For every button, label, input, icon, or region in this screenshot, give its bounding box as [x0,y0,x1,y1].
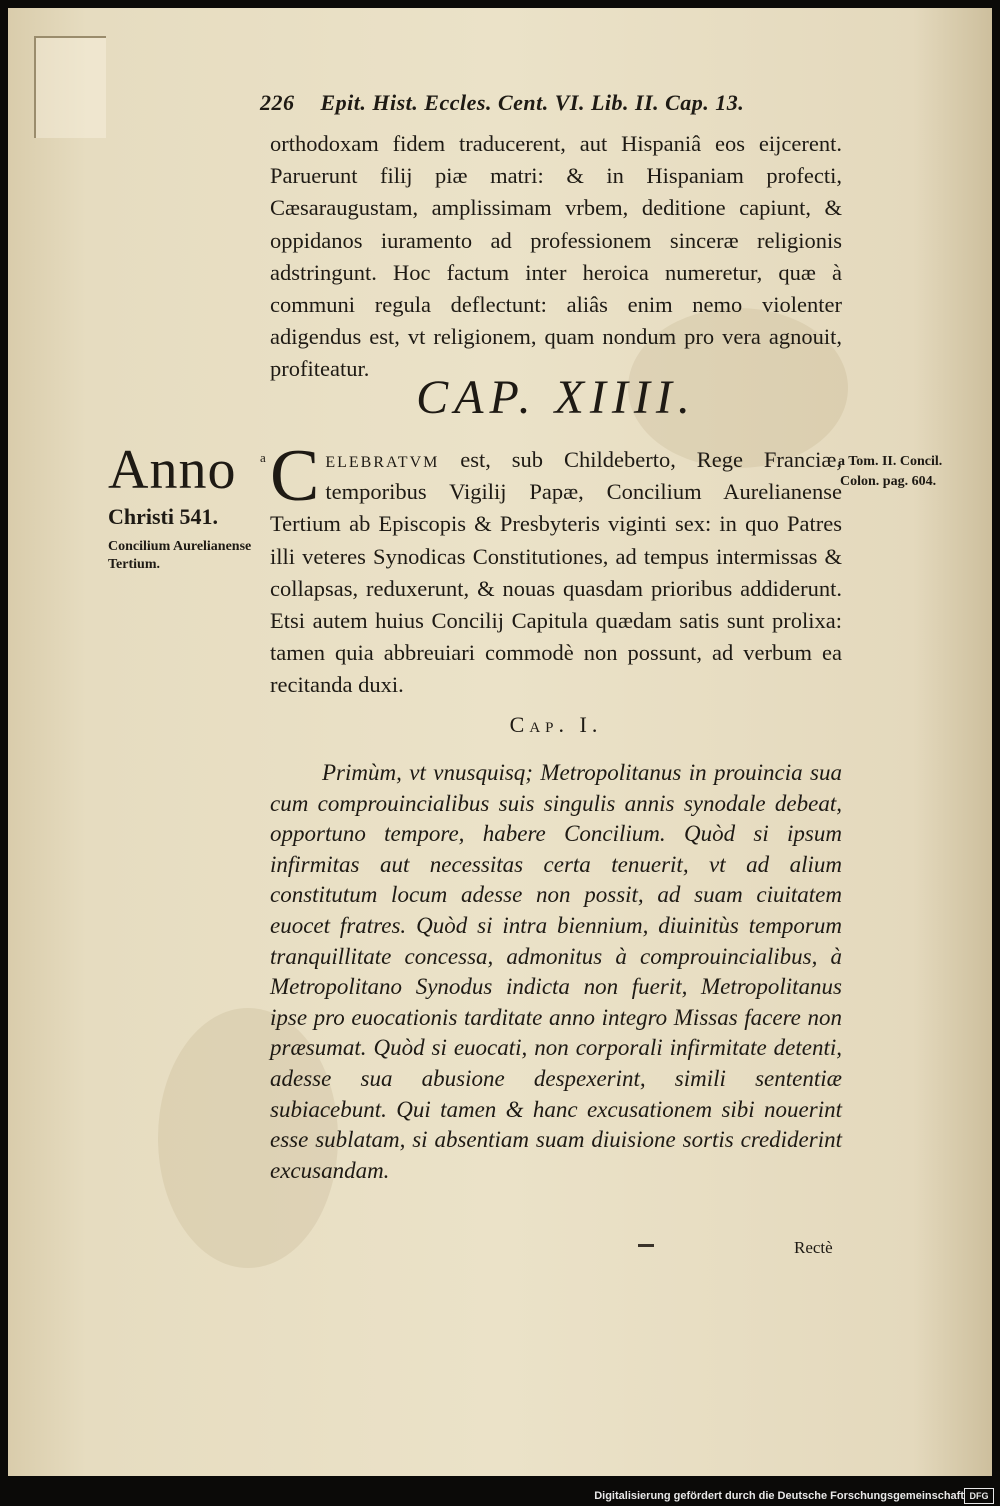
margin-note-left: Concilium Aurelianense Tertium. [108,539,252,572]
section-heading: Cap. I. [509,712,603,737]
paragraph-canon: Primùm, vt vnusquisq; Metropolitanus in prouincia sua cum comprouincialibus suis singulis annis synodale debeat, opportuno tempore, habere Concilium. Quòd si ipsum infirmitas aut necessitas certa tenuerit, vt ad alium constitutum locum adesse non possit, ad suam ciuitatem euocet fratres. Quòd si intra biennium, diuinitùs temporum tranquillitate concessa, admonitus à comprouincialibus, à Metropolitano Synodus indicta non fuerit, Metropolitanus ipse pro euocationis tarditate anno integro Missas facere non præsumat. Quòd si euocati, non corporali infirmitate detenti, adesse sua abusione despexerint, simili sententiæ subiacebunt. Qui tamen & hanc excusationem sibi nouerint esse sublatam, si absentiam suam diuisione sortis crediderint excusandam. [270,760,842,1183]
catchword: Rectè [794,1238,833,1257]
margin-note-right-line1: a Tom. II. Concil. [838,454,943,469]
margin-year: Christi 541. [108,504,218,529]
text-block-canon [270,758,842,1186]
dash-mark [638,1244,654,1247]
footer-credit: Digitalisierung gefördert durch die Deutsche Forschungsgemeinschaft [594,1490,964,1502]
running-head [260,90,860,116]
margin-anno: Anno [108,439,237,501]
chapter-title: CAP. XIIII. [416,371,696,424]
page-corner-fold [34,36,106,138]
drop-cap: C [270,435,320,517]
book-page [8,8,992,1476]
dfg-logo-icon: DFG [964,1488,994,1504]
margin-note-right [838,452,992,492]
paragraph-top: orthodoxam fidem traducerent, aut Hispaniâ eos eijcerent. Paruerunt filij piæ matri: & in Hispaniam profecti, Cæsaraugustam, amplissimam vrbem, deditione capiunt, & oppidanos iuramento ad professionem sinceræ religionis adstringunt. Hoc factum inter heroica numeretur, quæ à communi regula deflectunt: aliâs enim nemo violenter adigendus est, vt religionem, quam nondum pro vera agnouit, profiteatur. [270,131,842,382]
paragraph-chapter-intro [270,435,842,702]
note-marker: a [260,450,266,465]
lead-in: elebratvm [325,447,440,472]
page-number: 226 [260,90,295,115]
text-block-top [270,128,842,386]
text-block-chapter-intro [270,435,842,702]
paragraph-intro-text: est, sub Childeberto, Rege Franciæ, temporibus Vigilij Papæ, Concilium Aurelianense Tertium ab Episcopis & Presbyteris viginti sex: in quo Patres illi veteres Synodicas Constitutiones, ad tempus intermissas & collapsas, reduxerunt, & nouas quasdam prioribus addiderunt. Etsi autem huius Concilij Capitula quædam satis sunt prolixa: tamen quia abbreuiari commodè non possunt, ad verbum ea recitanda duxi. [270,447,842,698]
running-title: Epit. Hist. Eccles. Cent. VI. Lib. II. Cap. 13. [320,90,745,115]
margin-note-right-line2: Colon. pag. 604. [840,474,937,489]
